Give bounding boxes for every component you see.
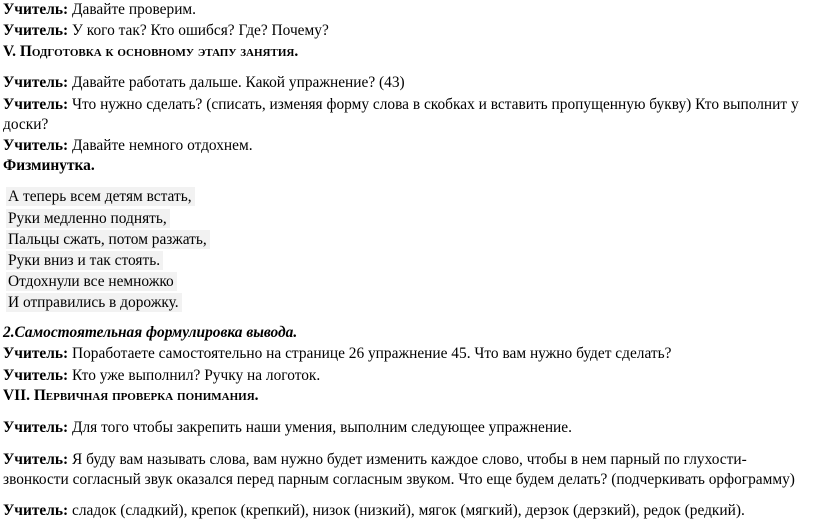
teacher-line-8: [3, 418, 572, 438]
teacher-line-6: [3, 344, 671, 364]
teacher-line-8-text: Для того чтобы закрепить наши умения, выполним следующее упражнение.: [72, 419, 572, 436]
poem-line-1: А теперь всем детям встать,: [6, 187, 195, 206]
speaker-label: Учитель:: [3, 137, 69, 154]
teacher-line-3: [3, 73, 405, 93]
teacher-line-10: [3, 501, 745, 521]
teacher-line-5: [3, 136, 253, 156]
teacher-line-9-text: Я буду вам называть слова, вам нужно будет изменить каждое слово, чтобы в нем парный по глухости-: [72, 451, 747, 468]
teacher-line-7-text: Кто уже выполнил? Ручку на логоток.: [72, 367, 321, 384]
poem-line-2: Руки медленно поднять,: [6, 209, 170, 228]
speaker-label: Учитель:: [3, 1, 69, 18]
teacher-line-9: [3, 450, 747, 470]
teacher-line-5-text: Давайте немного отдохнем.: [72, 137, 253, 154]
speaker-label: Учитель:: [3, 502, 69, 519]
section-7-title: Первичная проверка понимания.: [33, 387, 259, 404]
teacher-line-1: [3, 0, 196, 20]
speaker-label: Учитель:: [3, 22, 69, 39]
section-5-number: V.: [3, 43, 16, 60]
teacher-line-4-continued: доски?: [3, 116, 49, 133]
poem-line-3: Пальцы сжать, потом разжать,: [6, 230, 210, 249]
speaker-label: Учитель:: [3, 96, 69, 113]
speaker-label: Учитель:: [3, 367, 69, 384]
section-5-heading: [3, 42, 298, 62]
poem-line-5: Отдохнули все немножко: [6, 272, 177, 291]
subsection-2-heading: 2.Самостоятельная формулировка вывода.: [3, 324, 298, 341]
speaker-label: Учитель:: [3, 345, 69, 362]
teacher-line-10-text: сладок (сладкий), крепок (крепкий), низок (низкий), мягок (мягкий), дерзок (дерзкий), редок (редкий).: [72, 502, 745, 519]
section-5-title: Подготовка к основному этапу занятия.: [19, 43, 299, 60]
teacher-line-9-continued: звонкости согласный звук оказался перед парным согласным звуком. Что еще будем делать? (подчеркивать орфограмму): [3, 471, 795, 488]
teacher-line-4: [3, 95, 799, 115]
speaker-label: Учитель:: [3, 451, 69, 468]
poem-line-6: И отправились в дорожку.: [6, 293, 182, 312]
teacher-line-2-text: У кого так? Кто ошибся? Где? Почему?: [72, 22, 329, 39]
teacher-line-7: [3, 366, 320, 386]
fizminutka-heading: Физминутка.: [3, 157, 95, 174]
teacher-line-4-text: Что нужно сделать? (списать, изменяя форму слова в скобках и вставить пропущенную букву) Кто выполнит у: [72, 96, 799, 113]
section-7-heading: [3, 386, 258, 406]
speaker-label: Учитель:: [3, 419, 69, 436]
poem-line-4: Руки вниз и так стоять.: [6, 251, 163, 270]
teacher-line-2: [3, 21, 329, 41]
teacher-line-6-text: Поработаете самостоятельно на странице 26 упражнение 45. Что вам нужно будет сделать?: [72, 345, 672, 362]
teacher-line-3-text: Давайте работать дальше. Какой упражнение? (43): [72, 74, 405, 91]
section-7-number: VII.: [3, 387, 30, 404]
teacher-line-1-text: Давайте проверим.: [72, 1, 197, 18]
speaker-label: Учитель:: [3, 74, 69, 91]
